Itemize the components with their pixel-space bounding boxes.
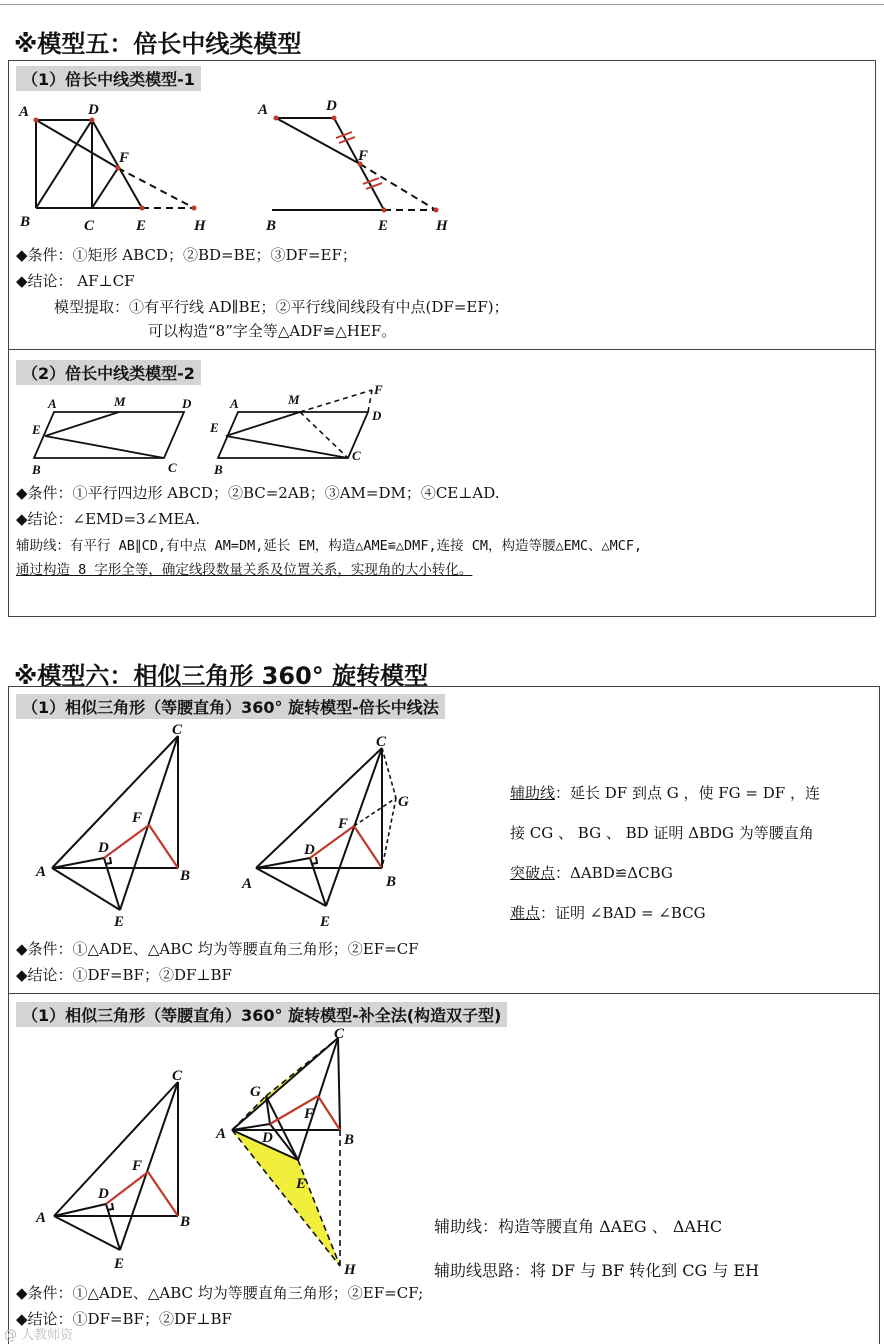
label-A: A (216, 1126, 227, 1142)
label-B: B (180, 868, 191, 884)
label-E: E (320, 914, 331, 930)
label-C: C (352, 448, 361, 463)
model6-sub2-title: （1）相似三角形（等腰直角）360° 旋转模型-补全法(构造双子型) (16, 1002, 507, 1027)
label-E: E (296, 1176, 307, 1192)
label-D: D (182, 396, 192, 411)
top-rule (0, 4, 884, 5)
model6-sub1-note2: 接 CG 、 BG 、 BD 证明 ΔBDG 为等腰直角 (510, 824, 814, 842)
label-B: B (266, 218, 277, 234)
model5-sub1-title: （1）倍长中线类模型-1 (16, 66, 201, 91)
label-B: B (180, 1214, 191, 1230)
label-M: M (288, 392, 300, 407)
label-A: A (230, 396, 239, 411)
label-H: H (194, 218, 206, 234)
model6-sub1-note3: 突破点：ΔABD≌ΔCBG (510, 864, 673, 882)
label-F: F (358, 148, 369, 164)
label-E: E (136, 218, 147, 234)
label-B: B (214, 462, 223, 476)
model5-sub2-title: （2）倍长中线类模型-2 (16, 360, 201, 385)
model5-title: ※模型五：倍长中线类模型 (14, 30, 302, 58)
label-F: F (119, 150, 130, 166)
model5-sub2-conclusion: ◆结论：∠EMD=3∠MEA. (16, 510, 201, 528)
label-E: E (378, 218, 389, 234)
label-D: D (88, 102, 99, 118)
model6-sub1-note4: 难点：证明 ∠BAD = ∠BCG (510, 904, 706, 922)
model5-sub1-condition: ◆条件：①矩形 ABCD；②BD=BE；③DF=EF； (16, 246, 357, 264)
model6-title: ※模型六：相似三角形 360° 旋转模型 (14, 662, 429, 690)
model6-sub2-conclusion: ◆结论：①DF=BF；②DF⊥BF (16, 1310, 232, 1328)
model5-figures-1 (14, 96, 474, 236)
model6-sub1-condition: ◆条件：①△ADE、△ABC 均为等腰直角三角形；②EF=CF (16, 940, 419, 958)
model6-sub2-condition: ◆条件：①△ADE、△ABC 均为等腰直角三角形；②EF=CF; (16, 1284, 424, 1302)
label-H: H (344, 1262, 356, 1276)
label-G: G (398, 794, 409, 810)
label-A: A (36, 1210, 47, 1226)
model5-sub1-conclusion: ◆结论： AF⊥CF (16, 272, 135, 290)
model5-sub2-aux1: 辅助线：有平行 AB∥CD,有中点 AM=DM,延长 EM，构造△AME≌△DMF,连接 CM，构造等腰△EMC、△MCF, (16, 538, 643, 554)
model6-sub1-note1: 辅助线：延长 DF 到点 G ，使 FG = DF ，连 (510, 784, 820, 802)
label-B: B (386, 874, 397, 890)
label-B: B (32, 462, 41, 476)
label-G: G (250, 1084, 261, 1100)
label-F: F (132, 1158, 143, 1174)
label-A: A (48, 396, 57, 411)
label-A: A (19, 104, 30, 120)
model5-sub2-condition: ◆条件：①平行四边形 ABCD；②BC=2AB；③AM=DM；④CE⊥AD. (16, 484, 500, 502)
label-B: B (20, 214, 31, 230)
model6-sub2-note2: 辅助线思路：将 DF 与 BF 转化到 CG 与 EH (434, 1261, 760, 1280)
label-E: E (32, 422, 41, 437)
model6-figures-2 (30, 1026, 390, 1276)
label-D: D (326, 98, 337, 114)
model5-sub2-aux2: 通过构造 8 字形全等，确定线段数量关系及位置关系，实现角的大小转化。 (16, 562, 473, 578)
label-C: C (172, 1068, 183, 1084)
label-D: D (98, 1186, 109, 1202)
label-D: D (304, 842, 315, 858)
label-D: D (372, 408, 382, 423)
model6-sub2-note1: 辅助线：构造等腰直角 ΔAEG 、 ΔAHC (434, 1217, 723, 1236)
label-C: C (168, 460, 177, 475)
label-E: E (114, 914, 125, 930)
label-C: C (172, 722, 183, 738)
label-A: A (36, 864, 47, 880)
label-D: D (98, 840, 109, 856)
label-C: C (84, 218, 95, 234)
label-E: E (114, 1256, 125, 1272)
model6-figures-1 (30, 720, 470, 930)
label-D: D (262, 1130, 273, 1146)
label-M: M (114, 394, 126, 409)
label-F: F (338, 816, 349, 832)
model5-figures-2 (14, 384, 414, 476)
label-F: F (374, 384, 383, 397)
label-F: F (304, 1106, 315, 1122)
label-H: H (436, 218, 448, 234)
label-C: C (334, 1026, 345, 1042)
model5-sub1-extract1: 模型提取：①有平行线 AD∥BE；②平行线间线段有中点(DF=EF)； (54, 298, 509, 316)
model6-sub1-conclusion: ◆结论：①DF=BF；②DF⊥BF (16, 966, 232, 984)
model5-sub1-extract2: 可以构造“8”字全等△ADF≌△HEF。 (148, 322, 397, 340)
label-F: F (132, 810, 143, 826)
label-B: B (344, 1132, 355, 1148)
label-A: A (242, 876, 253, 892)
label-A: A (258, 102, 269, 118)
model6-sub1-title: （1）相似三角形（等腰直角）360° 旋转模型-倍长中线法 (16, 694, 445, 719)
label-E: E (210, 420, 219, 435)
label-C: C (376, 734, 387, 750)
watermark: @ 人教师资 (4, 1328, 74, 1343)
